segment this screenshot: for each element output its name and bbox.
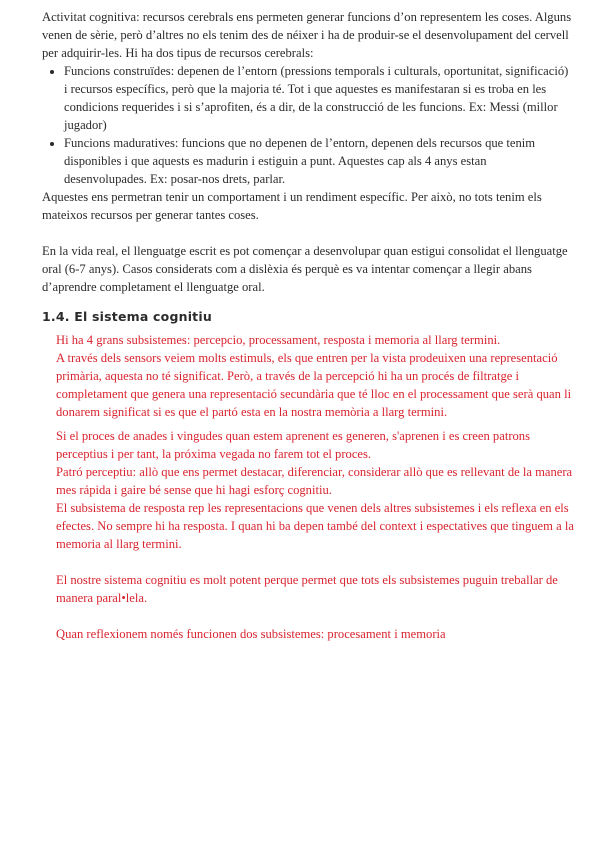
note-perception: A través dels sensors veiem molts estimuls, els que entren per la vista prodeuixen una representació primària, aquesta no té significat. Però, a través de la percepció hi ha un procés de filtratge i completament que genera una representació secundària que té lloc en el processament que serà quan li donarem significat si es que el partó esta en la nostra memòria a llarg termini. [56, 351, 572, 419]
spacer [42, 224, 572, 242]
document-page [42, 8, 572, 643]
section-heading: 1.4. El sistema cognitiu [42, 309, 212, 324]
note-perceptual-pattern: Patró perceptiu: allò que ens permet destacar, diferenciar, considerar allò que es rellevant de la manera mes rápida i gaire bé sense que hi hagi esforç cognitiu. [56, 465, 573, 497]
note-patterns: Si el proces de anades i vingudes quan estem aprenent es generen, s'aprenen i es creen patrons perceptius i per tant, la próxima vegada no farem tot el proces. [56, 429, 531, 461]
resource-types-list [42, 62, 572, 188]
intro-paragraph-3: En la vida real, el llenguatge escrit es pot començar a desenvolupar quan estigui consolidat el llenguatge oral (6-7 anys). Casos considerats com a dislèxia és perquè es va intentar començar a llegir abans d’aprendre completament el llenguatge oral. [42, 244, 568, 294]
spacer [56, 607, 576, 625]
list-item: • Funcions maduratives: funcions que no depenen de l’entorn, depenen dels recursos que tenim disponibles i que aquests es madurin i estiguin a punt. Aquestes cap als 4 anys estan desenvolupades. Ex: posar-nos drets, parlar. [64, 134, 572, 188]
note-parallel: El nostre sistema cognitiu es molt potent perque permet que tots els subsistemes puguin treballar de manera paral•lela. [56, 573, 558, 605]
note-subsystems: Hi ha 4 grans subsistemes: percepcio, processament, resposta i memoria al llarg termini. [56, 333, 501, 347]
intro-paragraph-1: Activitat cognitiva: recursos cerebrals ens permeten generar funcions d’on representem les coses. Alguns venen de sèrie, però d’altres no els tenim des de néixer i ha de produir-se el desenvolupament del cervell per adquirir-les. Hi ha dos tipus de recursos cerebrals: [42, 10, 572, 60]
list-item: • Funcions construïdes: depenen de l’entorn (pressions temporals i culturals, oportunitat, significació) i recursos específics, però que la majoria té. Tot i que aquestes es manifestaran si es troba en les condicions requerides i si s’aprofiten, és a dir, de la construcció de les funcions. Ex: Messi (millor jugador) [64, 62, 572, 134]
spacer [56, 553, 576, 571]
intro-paragraph-2: Aquestes ens permetran tenir un comportament i un rendiment específic. Per això, no tots tenim els mateixos recursos per generar tantes coses. [42, 190, 542, 222]
note-response: El subsistema de resposta rep les representacions que venen dels altres subsistemes i els reflexa en els efectes. No sempre hi ha resposta. I quan hi ba depen també del context i espectatives que tinguem a la memoria al llarg termini. [56, 501, 574, 551]
handwritten-notes [42, 331, 576, 643]
note-reflection: Quan reflexionem només funcionen dos subsistemes: procesament i memoria [56, 627, 446, 641]
